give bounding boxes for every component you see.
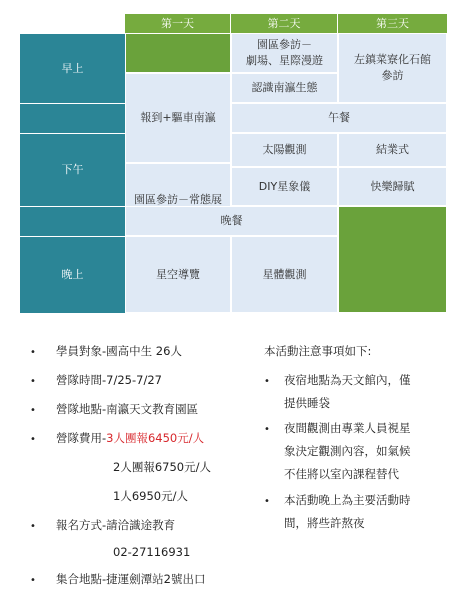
day2-morning-line1: 園區參訪－ [257,38,312,52]
day3-morning-line2: 參訪 [381,69,404,82]
bullet: • [264,496,270,507]
info-phone: 02-27116931 [113,545,191,559]
info-fee [56,430,204,446]
sun-observation-cell: 太陽觀測 [231,133,338,167]
info-location: 營隊地點-南瀛天文教育園區 [56,402,199,416]
stargazing-cell: 星空導覽 [125,236,231,313]
return-home-cell: 快樂歸賦 [338,167,447,206]
dinner-cell: 晚餐 [125,206,338,236]
fee-two: 2人團報6750元/人 [113,460,211,474]
note-3-line1: 本活動晚上為主要活動時 [284,493,411,507]
note-2-line1: 夜間觀測由專業人員視星 [284,421,411,435]
lunch-cell: 午餐 [231,103,447,133]
bullet: • [264,424,270,435]
day1-afternoon-cell: 園區參訪－常態展 [125,163,231,236]
row-afternoon: 下午 [20,133,125,206]
info-list [30,343,260,588]
day3-morning-line1: 左鎮菜寮化石館 [354,53,431,67]
bullet: • [30,347,36,358]
day2-morning-cell [231,33,338,73]
notes-section [262,343,452,543]
corner-cell [20,14,125,33]
day2-morning-line2: 劇場、星際漫遊 [246,54,323,67]
fee-label: 營隊費用- [56,431,107,445]
bullet: • [30,434,36,445]
info-dates: 營隊時間-7/25-7/27 [56,373,162,387]
note-1-line2: 提供睡袋 [284,396,330,410]
diy-cell: DIY星象儀 [231,167,338,206]
note-2-line2: 象決定觀測內容，如氣候 [284,444,411,458]
star-observation-cell: 星體觀測 [231,236,338,313]
row-gap-2 [20,206,125,236]
bullet: • [30,405,36,416]
header-day2: 第二天 [231,14,338,33]
row-evening: 晚上 [20,236,125,313]
info-registration: 報名方式-請洽識途教育 [56,518,176,532]
header-day3: 第三天 [338,14,447,33]
day3-morning-cell [338,33,447,103]
closing-cell: 結業式 [338,133,447,167]
day1-morning-empty [125,33,231,73]
note-3-line2: 間，將些許熬夜 [284,516,365,530]
day3-evening-empty [338,206,447,313]
info-meeting: 集合地點-捷運劍潭站2號出口 [56,572,206,586]
fee-one: 1人6950元/人 [113,489,188,503]
note-2-line3: 不佳將以室內課程替代 [284,467,399,481]
row-morning: 早上 [20,33,125,103]
fee-early: 3人團報6450元/人 [106,431,205,445]
schedule-table [20,14,447,313]
day2-ecology-cell: 認識南瀛生態 [231,73,338,103]
notes-title: 本活動注意事項如下: [264,344,372,358]
day1-checkin-cell: 報到+驅車南瀛 [125,73,231,163]
bullet: • [30,376,36,387]
bullet: • [264,376,270,387]
bullet: • [30,575,36,586]
info-target: 學員對象-國高中生 26人 [56,344,182,358]
bullet: • [30,521,36,532]
note-1-line1: 夜宿地點為天文館內，僅 [284,373,411,387]
header-day1: 第一天 [125,14,231,33]
row-gap-1 [20,103,125,133]
